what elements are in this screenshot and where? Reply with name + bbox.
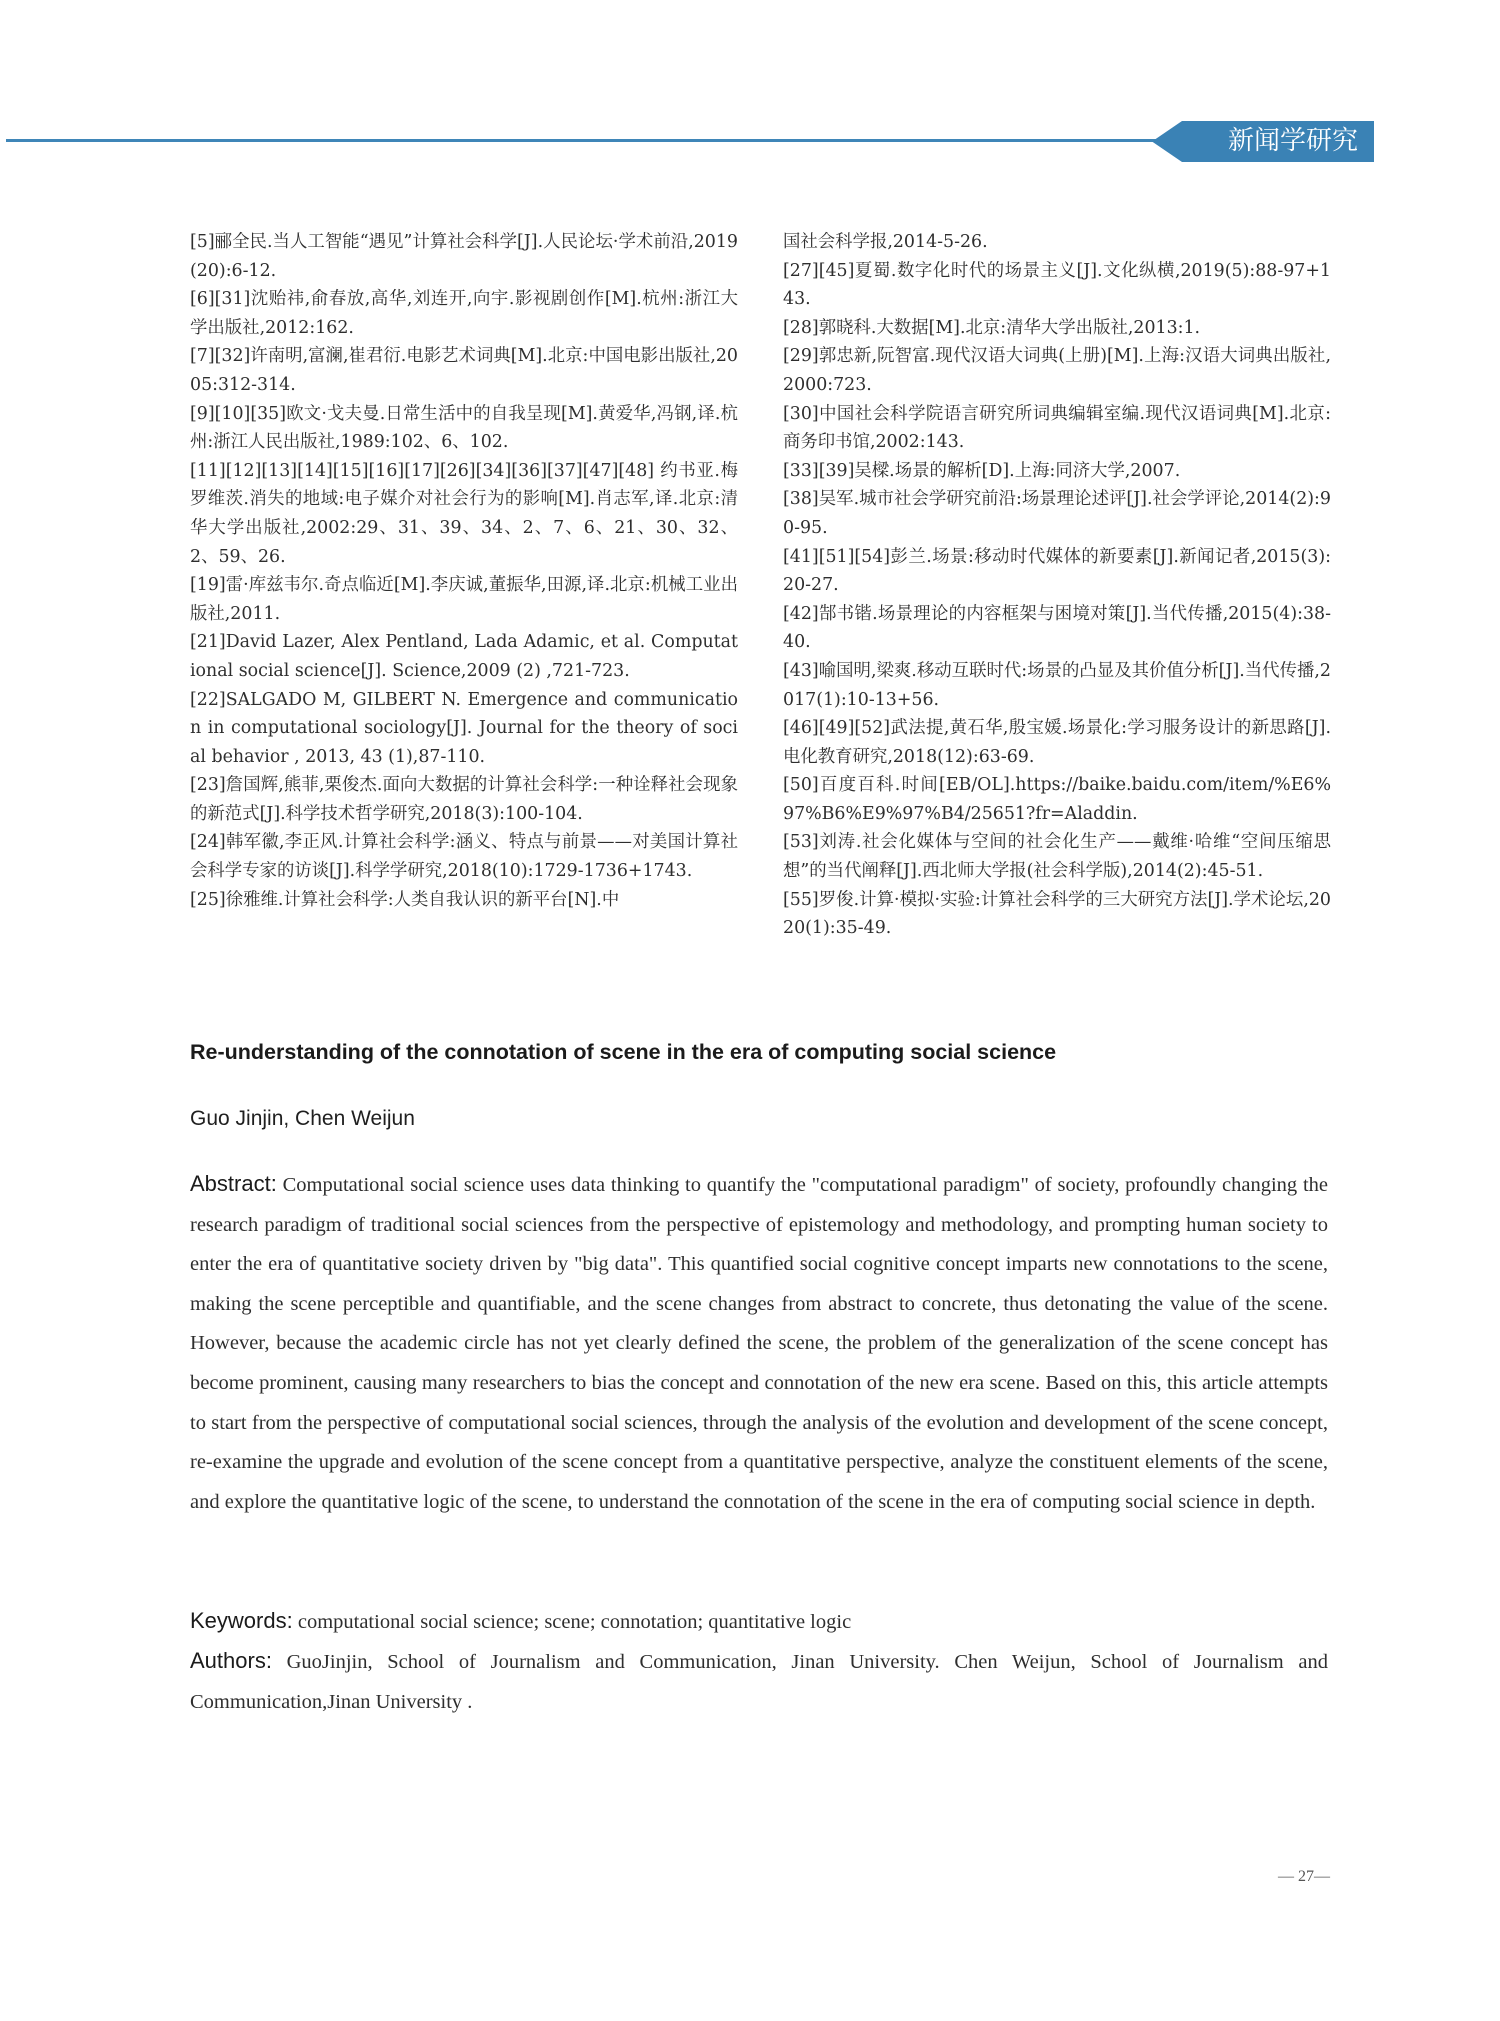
reference-entry: [50]百度百科.时间[EB/OL].https://baike.baidu.com/item/%E6%97%B6%E9%97%B4/25651?fr=Aladdin.: [783, 775, 1331, 824]
reference-entry: [38]吴军.城市社会学研究前沿:场景理论述评[J].社会学评论,2014(2):90-95.: [783, 489, 1331, 538]
reference-entry: [23]詹国辉,熊菲,栗俊杰.面向大数据的计算社会科学:一种诠释社会现象的新范式[J].科学技术哲学研究,2018(3):100-104.: [190, 775, 738, 824]
keywords-text: computational social science; scene; connotation; quantitative logic: [292, 1611, 852, 1633]
abstract-text: Computational social science uses data thinking to quantify the "computational paradigm" of society, profoundly changing the research paradigm of traditional social sciences from the perspective of epistemology and methodology, and prompting human society to enter the era of quantitative society driven by "big data". This quantified social cognitive concept imparts new connotations to the scene, making the scene perceptible and quantifiable, and the scene changes from abstract to concrete, thus detonating the value of the scene. However, because the academic circle has not yet clearly defined the scene, the problem of the generalization of the scene concept has become prominent, causing many researchers to bias the concept and connotation of the new era scene. Based on this, this article attempts to start from the perspective of computational social sciences, through the analysis of the evolution and development of the scene concept, re-examine the upgrade and evolution of the scene concept from a quantitative perspective, analyze the constituent elements of the scene, and explore the quantitative logic of the scene, to understand the connotation of the scene in the era of computing social science in depth.: [190, 1174, 1328, 1513]
keywords: [190, 1601, 1328, 1643]
reference-entry: [21]David Lazer, Alex Pentland, Lada Adamic, et al. Computational social science[J]. Science,2009 (2) ,721-723.: [190, 632, 738, 681]
reference-entry: [55]罗俊.计算·模拟·实验:计算社会科学的三大研究方法[J].学术论坛,2020(1):35-49.: [783, 889, 1331, 939]
reference-entry: [22]SALGADO M, GILBERT N. Emergence and communication in computational sociology[J]. Journal for the theory of social behavior , 2013, 43 (1),87-110.: [190, 689, 738, 767]
reference-entry: [5]郦全民.当人工智能“遇见”计算社会科学[J].人民论坛·学术前沿,2019(20):6-12.: [190, 232, 738, 281]
reference-entry: [30]中国社会科学院语言研究所词典编辑室编.现代汉语词典[M].北京:商务印书馆,2002:143.: [783, 403, 1331, 453]
page-number: — 27—: [1278, 1868, 1330, 1885]
reference-entry: [46][49][52]武法提,黄石华,殷宝媛.场景化:学习服务设计的新思路[J].电化教育研究,2018(12):63-69.: [783, 718, 1331, 767]
references-left-column: [190, 228, 738, 914]
abstract-label: Abstract:: [190, 1171, 277, 1196]
references-right-column: [783, 228, 1331, 943]
keywords-label: Keywords:: [190, 1608, 293, 1633]
reference-entry: [29]郭忠新,阮智富.现代汉语大词典(上册)[M].上海:汉语大词典出版社,2000:723.: [783, 346, 1331, 395]
reference-entry: [9][10][35]欧文·戈夫曼.日常生活中的自我呈现[M].黄爱华,冯钢,译.杭州:浙江人民出版社,1989:102、6、102.: [190, 403, 738, 453]
authors-label: Authors:: [190, 1648, 272, 1673]
reference-entry: [27][45]夏蜀.数字化时代的场景主义[J].文化纵横,2019(5):88-97+143.: [783, 260, 1331, 310]
authors-text: GuoJinjin, School of Journalism and Communication, Jinan University. Chen Weijun, School of Journalism and Communication,Jinan University .: [190, 1651, 1328, 1713]
reference-entry: [7][32]许南明,富澜,崔君衍.电影艺术词典[M].北京:中国电影出版社,2005:312-314.: [190, 346, 738, 395]
reference-entry: [43]喻国明,梁爽.移动互联时代:场景的凸显及其价值分析[J].当代传播,2017(1):10-13+56.: [783, 660, 1331, 710]
english-authors: Guo Jinjin, Chen Weijun: [190, 1107, 415, 1130]
author-affiliations: [190, 1641, 1328, 1722]
reference-entry: 国社会科学报,2014-5-26.: [783, 232, 988, 252]
reference-entry: [6][31]沈贻祎,俞春放,高华,刘连开,向宇.影视剧创作[M].杭州:浙江大学出版社,2012:162.: [190, 289, 738, 338]
reference-entry: [25]徐雅维.计算社会科学:人类自我认识的新平台[N].中: [190, 889, 620, 910]
header-rule: [6, 139, 1216, 142]
reference-entry: [28]郭晓科.大数据[M].北京:清华大学出版社,2013:1.: [783, 317, 1201, 338]
english-title: Re-understanding of the connotation of scene in the era of computing social science: [190, 1040, 1057, 1064]
reference-entry: [24]韩军徽,李正风.计算社会科学:涵义、特点与前景——对美国计算社会科学专家的访谈[J].科学学研究,2018(10):1729-1736+1743.: [190, 832, 738, 882]
reference-entry: [42]郜书锴.场景理论的内容框架与困境对策[J].当代传播,2015(4):38-40.: [783, 603, 1331, 653]
reference-entry: [19]雷·库兹韦尔.奇点临近[M].李庆诚,董振华,田源,译.北京:机械工业出版社,2011.: [190, 575, 738, 624]
section-title: 新闻学研究: [1227, 126, 1358, 156]
abstract: [190, 1164, 1328, 1522]
reference-entry: [53]刘涛.社会化媒体与空间的社会化生产——戴维·哈维“空间压缩思想”的当代阐释[J].西北师大学报(社会科学版),2014(2):45-51.: [783, 832, 1331, 882]
reference-entry: [33][39]吴樑.场景的解析[D].上海:同济大学,2007.: [783, 460, 1181, 481]
reference-entry: [41][51][54]彭兰.场景:移动时代媒体的新要素[J].新闻记者,2015(3):20-27.: [783, 546, 1331, 596]
reference-entry: [11][12][13][14][15][16][17][26][34][36][37][47][48] 约书亚.梅罗维茨.消失的地域:电子媒介对社会行为的影响[M].肖志军,译.北京:清华大学出版社,2002:29、31、39、34、2、7、6、21、30、32、2、59、26.: [190, 460, 738, 567]
